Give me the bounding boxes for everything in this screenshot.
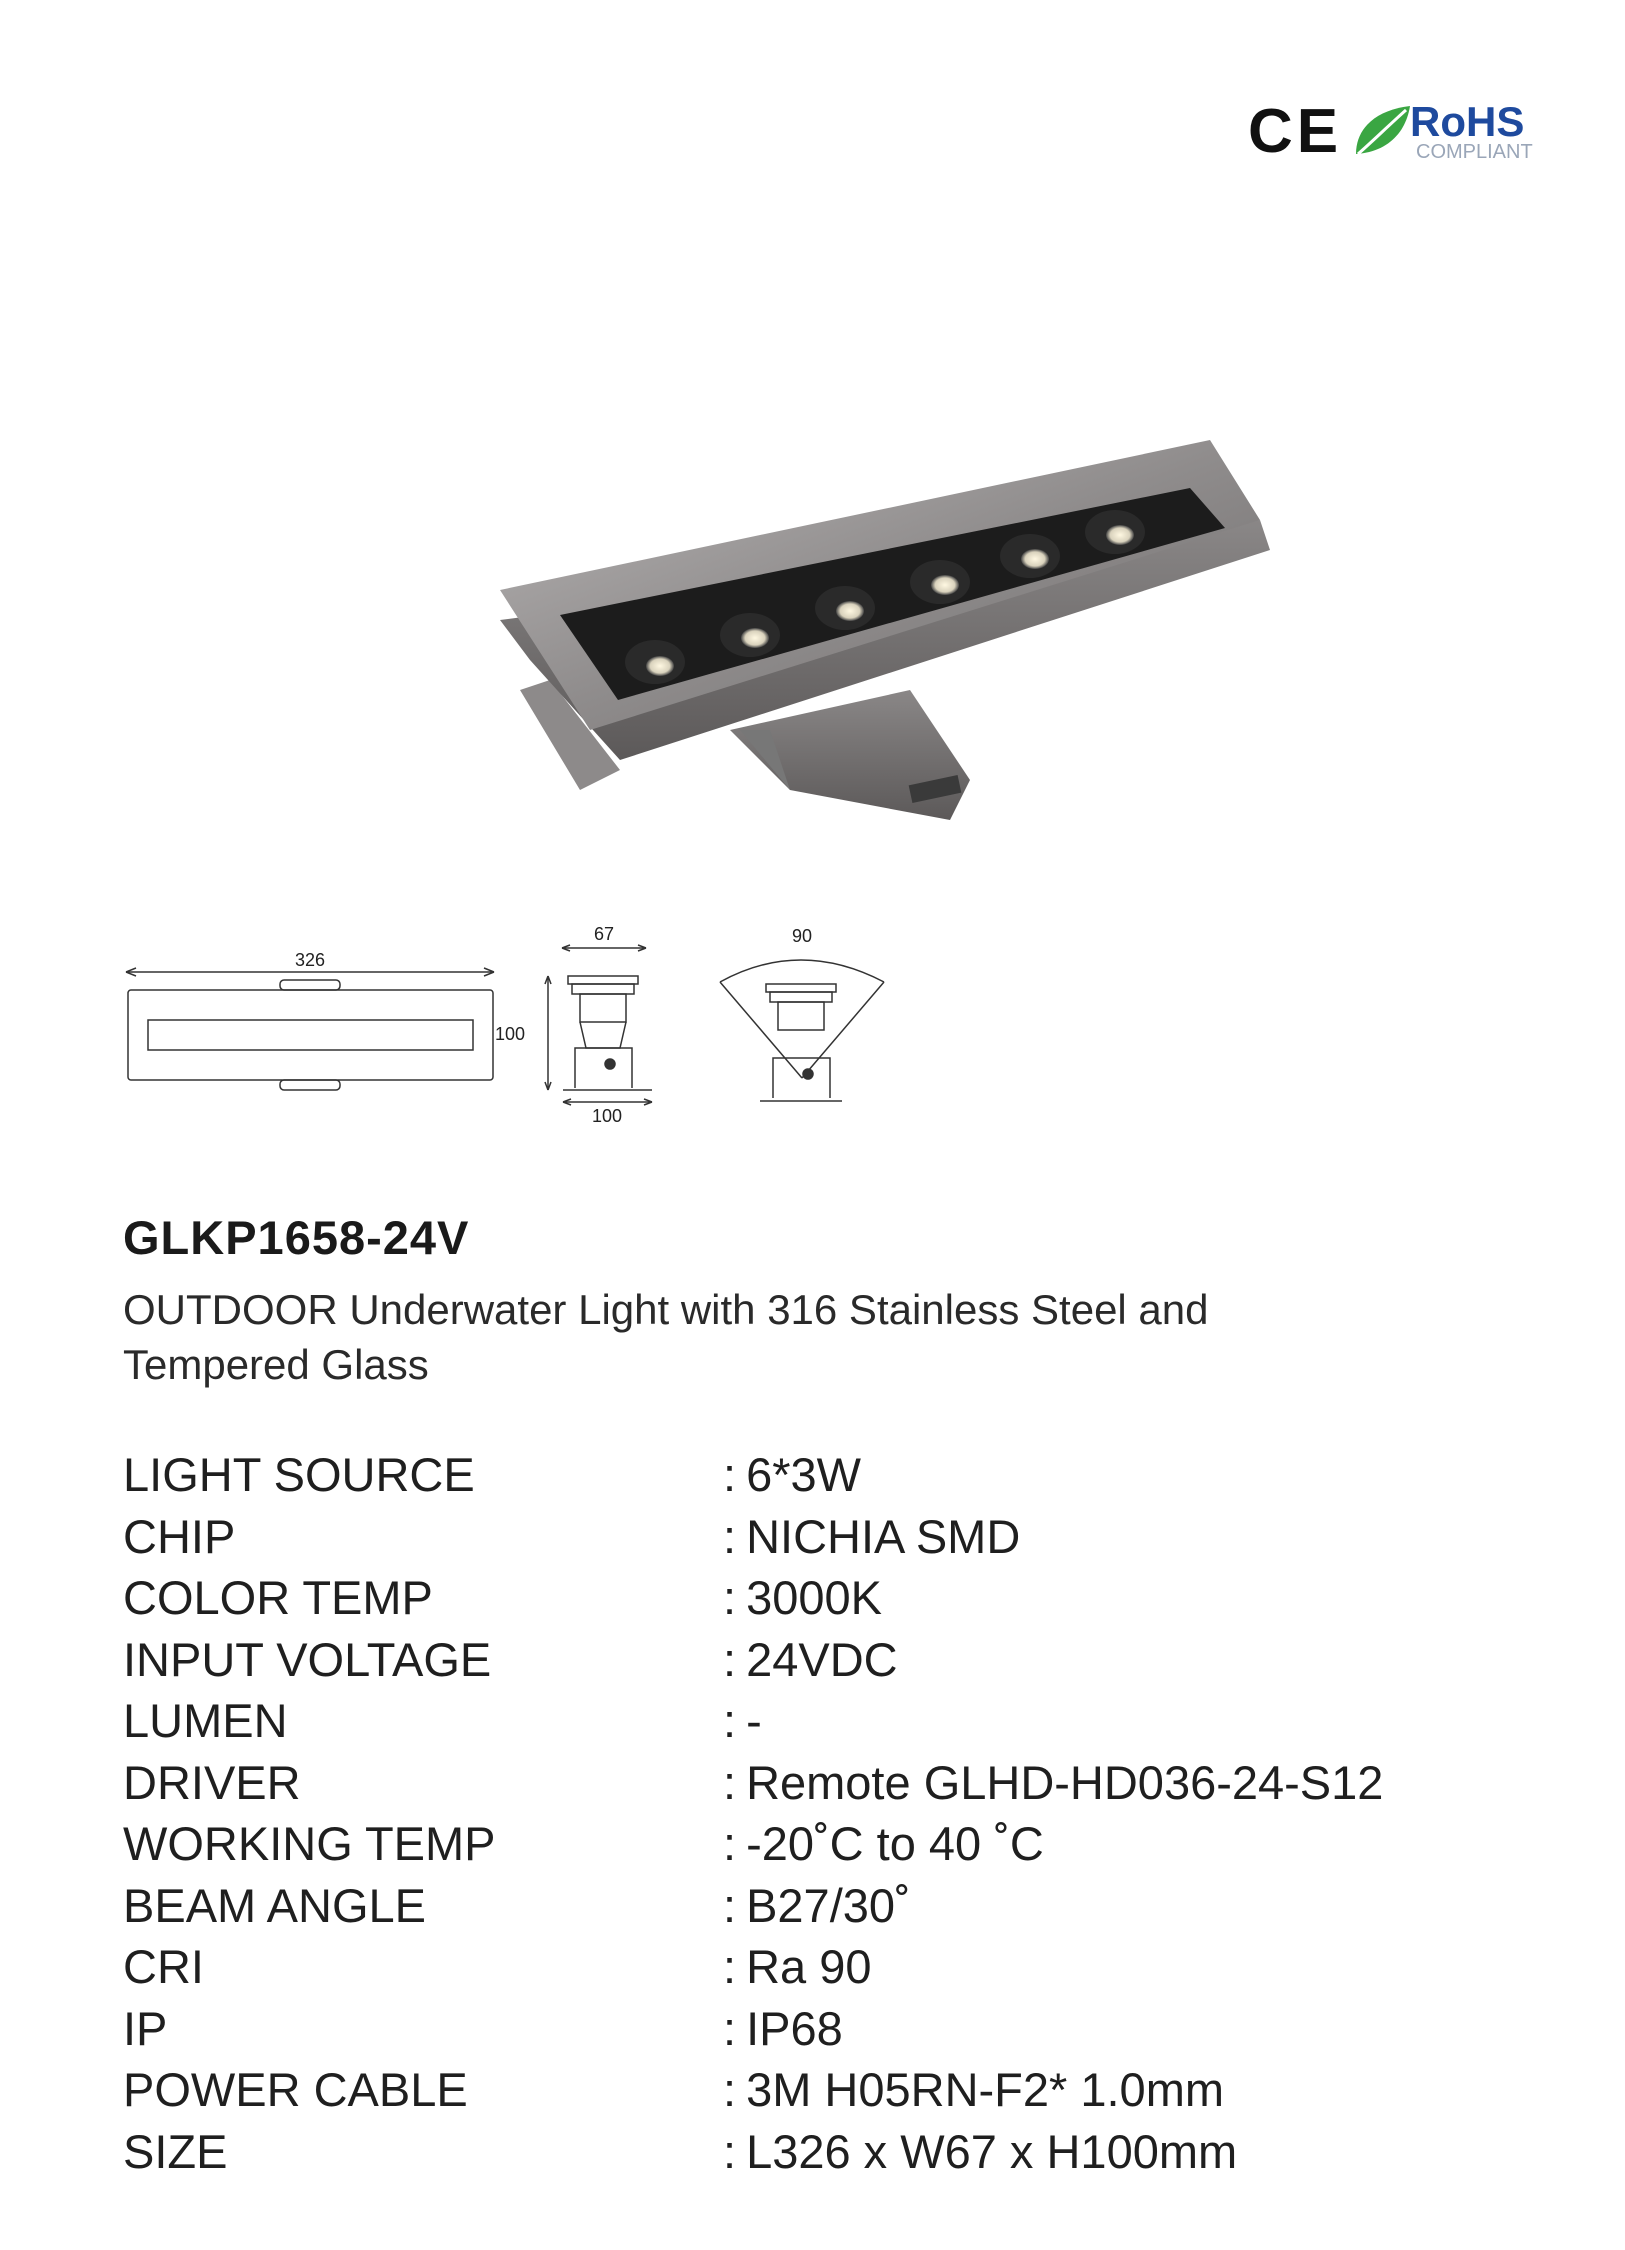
spec-value: L326 x W67 x H100mm [746, 2124, 1238, 2178]
spec-row-chip: CHIP : NICHIA SMD [123, 1509, 1021, 1563]
spec-value: B27/30˚ [746, 1878, 911, 1932]
spec-label: POWER CABLE [123, 2063, 468, 2117]
dim-width: 67 [593, 924, 615, 944]
spec-row-lumen: LUMEN : - [123, 1694, 762, 1748]
dim-base: 100 [591, 1106, 623, 1126]
spec-label: IP [123, 2001, 168, 2055]
spec-value: IP68 [746, 2001, 843, 2055]
spec-label: CHIP [123, 1509, 236, 1563]
spec-table [123, 1444, 1523, 2182]
spec-label: WORKING TEMP [123, 1817, 496, 1871]
spec-label: INPUT VOLTAGE [123, 1632, 492, 1686]
spec-label: LUMEN [123, 1694, 288, 1748]
spec-value: 3M H05RN-F2* 1.0mm [746, 2063, 1225, 2117]
product-model: GLKP1658-24V [123, 1211, 470, 1264]
spec-row-light-source: LIGHT SOURCE : 6*3W [123, 1448, 861, 1502]
dim-length: 326 [294, 950, 326, 970]
dim-angle: 90 [791, 926, 813, 946]
spec-row-ip: IP : IP68 [123, 2001, 843, 2055]
spec-row-color-temp: COLOR TEMP : 3000K [123, 1571, 882, 1625]
rohs-leaf-icon [1356, 106, 1410, 154]
spec-value: - [746, 1694, 762, 1748]
rohs-compliant-text: COMPLIANT [1416, 141, 1533, 163]
spec-value: 6*3W [746, 1448, 861, 1502]
spec-row-size: SIZE : L326 x W67 x H100mm [123, 2124, 1238, 2178]
spec-row-driver: DRIVER : Remote GLHD-HD036-24-S12 [123, 1755, 1384, 1809]
spec-label: BEAM ANGLE [123, 1878, 426, 1932]
spec-value: -20˚C to 40 ˚C [746, 1817, 1044, 1871]
spec-label: SIZE [123, 2124, 228, 2178]
spec-row-cri: CRI : Ra 90 [123, 1940, 872, 1994]
spec-value: 24VDC [746, 1632, 898, 1686]
rohs-mark: RoHS [1410, 98, 1525, 145]
spec-row-input-voltage: INPUT VOLTAGE : 24VDC [123, 1632, 898, 1686]
spec-label: LIGHT SOURCE [123, 1448, 475, 1502]
product-description: OUTDOOR Underwater Light with 316 Stainless Steel and Tempered Glass [123, 1286, 1209, 1388]
spec-row-beam-angle: BEAM ANGLE : B27/30˚ [123, 1878, 911, 1932]
spec-value: Ra 90 [746, 1940, 872, 1994]
dimension-drawings [120, 918, 920, 1128]
dim-height: 100 [494, 1024, 526, 1044]
ce-mark: CE [1248, 97, 1343, 166]
spec-row-power-cable: POWER CABLE : 3M H05RN-F2* 1.0mm [123, 2063, 1225, 2117]
spec-value: Remote GLHD-HD036-24-S12 [746, 1755, 1384, 1809]
spec-row-working-temp: WORKING TEMP : -20˚C to 40 ˚C [123, 1817, 1044, 1871]
product-image [490, 430, 1280, 830]
spec-label: DRIVER [123, 1755, 301, 1809]
spec-label: CRI [123, 1940, 204, 1994]
spec-value: NICHIA SMD [746, 1509, 1021, 1563]
spec-label: COLOR TEMP [123, 1571, 433, 1625]
spec-value: 3000K [746, 1571, 882, 1625]
certification-marks [1248, 96, 1548, 166]
